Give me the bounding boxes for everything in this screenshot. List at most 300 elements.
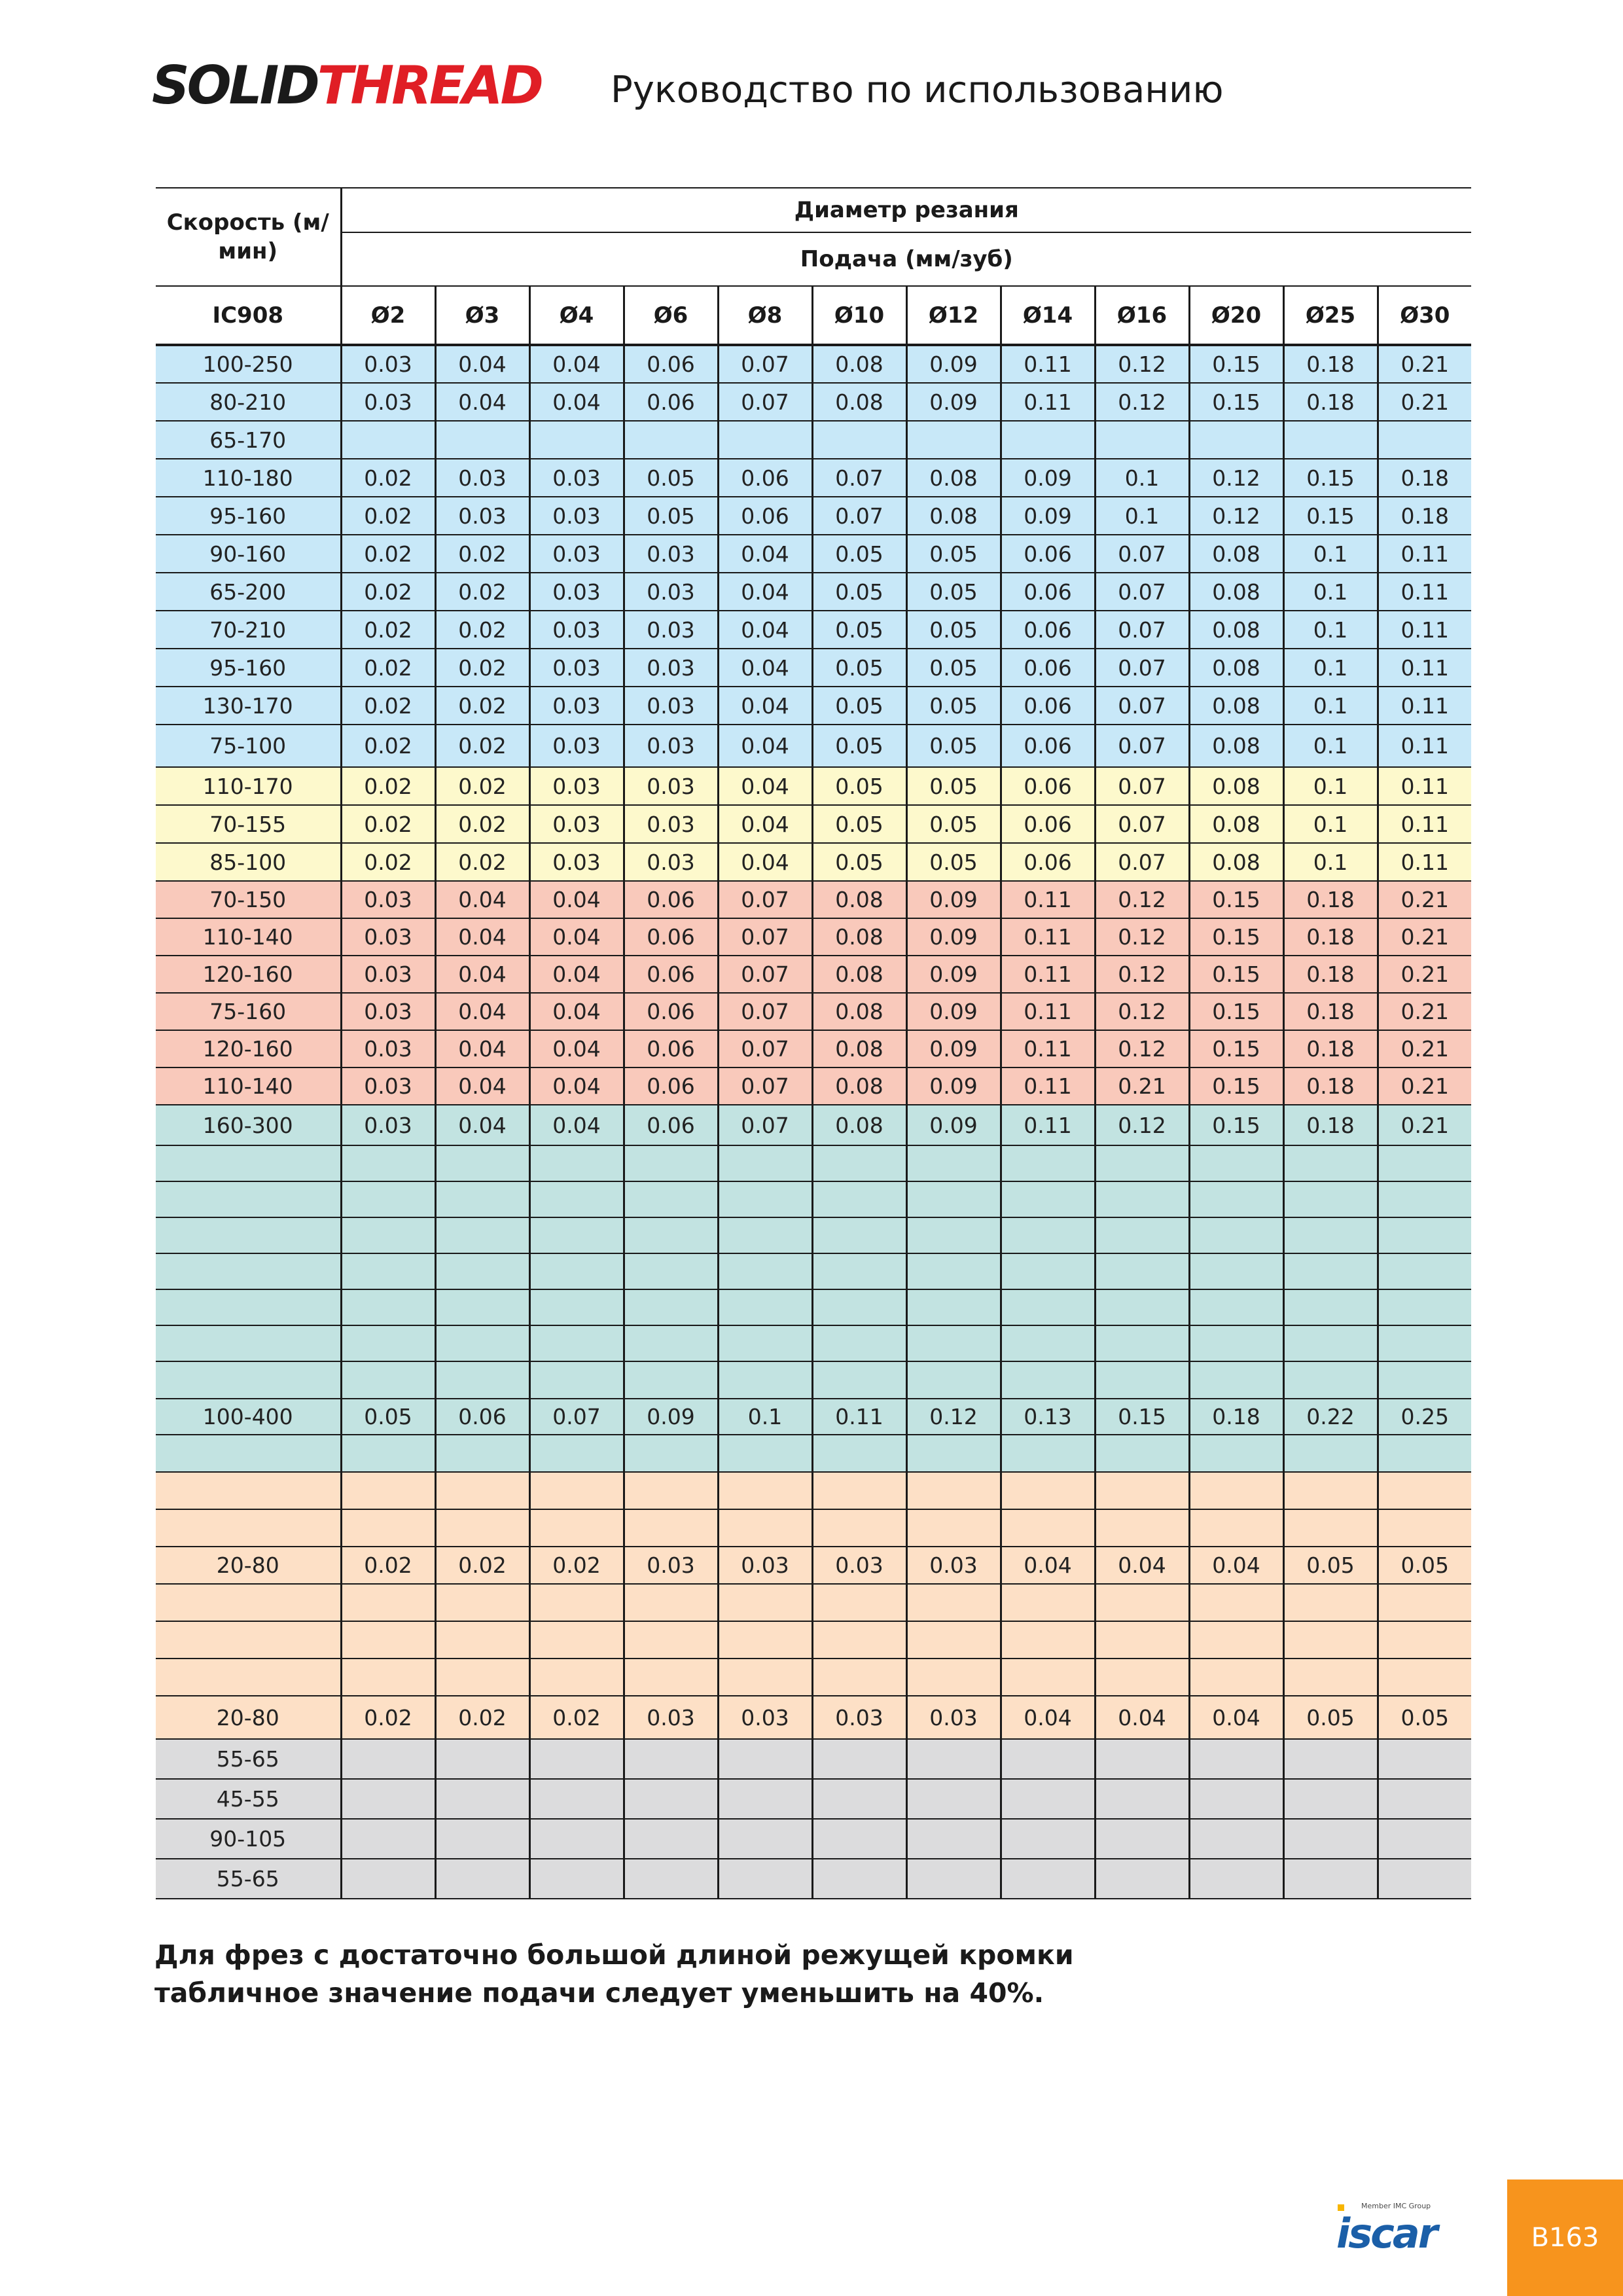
feed-cell (341, 1361, 435, 1399)
feed-cell (1001, 1739, 1095, 1779)
feed-cell: 0.05 (812, 687, 906, 725)
feed-cell: 0.03 (529, 767, 624, 805)
feed-cell: 0.11 (1001, 993, 1095, 1030)
feed-cell: 0.08 (1189, 843, 1283, 881)
speed-cell: 95-160 (156, 497, 341, 535)
speed-cell: 70-150 (156, 881, 341, 918)
feed-cell: 0.03 (341, 1067, 435, 1105)
feed-cell (1378, 1253, 1471, 1289)
feed-cell: 0.03 (906, 1696, 1001, 1739)
feed-cell: 0.04 (435, 881, 529, 918)
feed-cell (624, 1289, 718, 1325)
table-row (156, 573, 1471, 611)
feed-cell: 0.15 (1189, 383, 1283, 421)
feed-cell: 0.05 (341, 1399, 435, 1435)
feed-cell (906, 1217, 1001, 1253)
feed-cell (624, 1435, 718, 1472)
feed-cell (1001, 1145, 1095, 1181)
table-row (156, 1621, 1471, 1659)
feed-cell (812, 1325, 906, 1361)
feed-cell: 0.12 (1095, 383, 1189, 421)
feed-cell (1095, 1659, 1189, 1696)
feed-cell: 0.07 (1095, 767, 1189, 805)
speed-cell (156, 1289, 341, 1325)
feed-cell: 0.03 (341, 1105, 435, 1145)
feed-table (156, 187, 1471, 1899)
feed-cell (1001, 1779, 1095, 1819)
feed-cell (435, 1659, 529, 1696)
note-line-2: табличное значение подачи следует уменьшить на 40%. (154, 1977, 1044, 2009)
feed-cell: 0.21 (1378, 956, 1471, 993)
feed-cell (812, 1253, 906, 1289)
feed-cell (718, 1435, 812, 1472)
feed-cell (1095, 1217, 1189, 1253)
speed-cell: 120-160 (156, 956, 341, 993)
feed-cell (341, 1819, 435, 1859)
table-row (156, 383, 1471, 421)
feed-cell: 0.04 (529, 383, 624, 421)
feed-cell (812, 1819, 906, 1859)
speed-cell: 45-55 (156, 1779, 341, 1819)
feed-cell (718, 1819, 812, 1859)
table-row (156, 918, 1471, 956)
feed-cell (529, 1739, 624, 1779)
feed-cell: 0.18 (1283, 345, 1378, 383)
feed-cell: 0.08 (812, 1067, 906, 1105)
feed-cell (1001, 421, 1095, 459)
feed-cell (341, 1739, 435, 1779)
feed-cell (812, 1145, 906, 1181)
feed-cell (1283, 1253, 1378, 1289)
feed-cell (529, 1435, 624, 1472)
feed-cell (812, 1509, 906, 1547)
feed-cell: 0.08 (1189, 687, 1283, 725)
feed-cell (529, 1145, 624, 1181)
feed-cell: 0.21 (1378, 1030, 1471, 1067)
feed-cell (1095, 1584, 1189, 1621)
feed-cell: 0.04 (529, 881, 624, 918)
table-row (156, 1509, 1471, 1547)
feed-cell: 0.03 (341, 345, 435, 383)
speed-cell: 160-300 (156, 1105, 341, 1145)
feed-cell (435, 1584, 529, 1621)
feed-cell (906, 1621, 1001, 1659)
speed-cell: 75-100 (156, 725, 341, 767)
feed-cell (718, 1253, 812, 1289)
feed-cell: 0.03 (718, 1547, 812, 1584)
feed-cell: 0.06 (1001, 805, 1095, 843)
feed-cell (718, 1659, 812, 1696)
feed-cell: 0.08 (812, 345, 906, 383)
feed-cell (341, 1779, 435, 1819)
feed-cell (624, 1181, 718, 1217)
feed-cell: 0.11 (1001, 1030, 1095, 1067)
diameter-header: Диаметр резания (341, 188, 1471, 232)
feed-cell: 0.06 (624, 383, 718, 421)
feed-cell: 0.15 (1095, 1399, 1189, 1435)
feed-cell: 0.02 (435, 1696, 529, 1739)
speed-cell (156, 1181, 341, 1217)
diameter-col-header: Ø20 (1189, 286, 1283, 345)
feed-cell (1378, 1819, 1471, 1859)
speed-cell (156, 1472, 341, 1509)
feed-cell: 0.03 (341, 881, 435, 918)
feed-cell: 0.03 (435, 497, 529, 535)
feed-cell: 0.05 (812, 725, 906, 767)
feed-cell (1378, 1472, 1471, 1509)
feed-cell: 0.11 (1378, 767, 1471, 805)
feed-cell (529, 1859, 624, 1899)
feed-cell (341, 1325, 435, 1361)
table-row (156, 993, 1471, 1030)
table-row (156, 1659, 1471, 1696)
feed-cell: 0.05 (906, 805, 1001, 843)
feed-cell (1001, 1584, 1095, 1621)
feed-cell (1283, 1181, 1378, 1217)
feed-cell: 0.04 (718, 649, 812, 687)
feed-cell: 0.04 (1189, 1696, 1283, 1739)
feed-cell (1189, 421, 1283, 459)
feed-cell (341, 1584, 435, 1621)
feed-cell (1095, 1739, 1189, 1779)
feed-cell: 0.06 (1001, 573, 1095, 611)
feed-cell: 0.18 (1378, 459, 1471, 497)
table-row (156, 805, 1471, 843)
feed-cell: 0.04 (718, 805, 812, 843)
feed-cell: 0.04 (529, 918, 624, 956)
feed-cell: 0.02 (529, 1696, 624, 1739)
feed-cell: 0.03 (341, 383, 435, 421)
table-row (156, 725, 1471, 767)
feed-cell: 0.12 (1095, 1030, 1189, 1067)
feed-cell (1189, 1289, 1283, 1325)
speed-cell: 110-170 (156, 767, 341, 805)
feed-cell (1189, 1181, 1283, 1217)
feed-cell: 0.05 (906, 535, 1001, 573)
feed-cell: 0.02 (341, 805, 435, 843)
feed-cell: 0.07 (718, 918, 812, 956)
feed-cell: 0.12 (1189, 497, 1283, 535)
feed-cell (906, 1325, 1001, 1361)
table-row (156, 1361, 1471, 1399)
feed-cell: 0.1 (1283, 573, 1378, 611)
feed-cell (718, 1361, 812, 1399)
table-row (156, 421, 1471, 459)
feed-cell: 0.06 (718, 497, 812, 535)
feed-cell: 0.03 (624, 535, 718, 573)
feed-cell: 0.21 (1378, 1105, 1471, 1145)
feed-cell: 0.04 (529, 1030, 624, 1067)
feed-cell: 0.1 (1283, 767, 1378, 805)
feed-cell (1001, 1325, 1095, 1361)
feed-cell (624, 1739, 718, 1779)
feed-cell (624, 1253, 718, 1289)
feed-cell: 0.05 (906, 611, 1001, 649)
feed-cell (341, 1181, 435, 1217)
feed-cell: 0.13 (1001, 1399, 1095, 1435)
feed-cell: 0.15 (1283, 497, 1378, 535)
feed-cell: 0.04 (529, 345, 624, 383)
feed-cell: 0.03 (435, 459, 529, 497)
feed-cell: 0.03 (624, 687, 718, 725)
table-row (156, 1253, 1471, 1289)
feed-cell (435, 1621, 529, 1659)
speed-cell (156, 1621, 341, 1659)
feed-cell: 0.11 (1001, 918, 1095, 956)
feed-cell (341, 1621, 435, 1659)
feed-cell (812, 1584, 906, 1621)
feed-cell: 0.02 (341, 1696, 435, 1739)
feed-cell: 0.12 (1095, 918, 1189, 956)
speed-cell: 70-155 (156, 805, 341, 843)
table-row (156, 687, 1471, 725)
feed-cell (529, 1361, 624, 1399)
feed-cell: 0.03 (529, 497, 624, 535)
feed-cell (624, 1859, 718, 1899)
feed-cell (529, 1659, 624, 1696)
feed-cell: 0.06 (624, 1030, 718, 1067)
feed-cell: 0.04 (718, 687, 812, 725)
feed-cell (906, 1472, 1001, 1509)
feed-cell: 0.11 (1001, 1067, 1095, 1105)
feed-cell (1378, 1509, 1471, 1547)
feed-cell (624, 421, 718, 459)
feed-cell: 0.08 (906, 497, 1001, 535)
feed-cell: 0.15 (1189, 993, 1283, 1030)
feed-cell (341, 421, 435, 459)
feed-cell: 0.02 (341, 649, 435, 687)
feed-cell (624, 1145, 718, 1181)
speed-cell: 110-140 (156, 918, 341, 956)
feed-cell: 0.03 (624, 1696, 718, 1739)
feed-cell: 0.04 (435, 1105, 529, 1145)
speed-cell: 120-160 (156, 1030, 341, 1067)
feed-cell (529, 1217, 624, 1253)
feed-cell (624, 1779, 718, 1819)
feed-cell: 0.11 (1378, 649, 1471, 687)
table-row (156, 1289, 1471, 1325)
feed-cell: 0.06 (624, 956, 718, 993)
feed-cell: 0.11 (1378, 805, 1471, 843)
feed-cell: 0.04 (1001, 1547, 1095, 1584)
feed-cell (718, 1145, 812, 1181)
feed-cell (624, 1361, 718, 1399)
table-row (156, 1779, 1471, 1819)
diameter-col-header: Ø25 (1283, 286, 1378, 345)
feed-cell: 0.07 (812, 459, 906, 497)
feed-cell: 0.05 (906, 725, 1001, 767)
feed-cell (906, 1739, 1001, 1779)
speed-cell (156, 1659, 341, 1696)
feed-cell: 0.09 (906, 383, 1001, 421)
feed-cell: 0.21 (1378, 383, 1471, 421)
table-row (156, 497, 1471, 535)
speed-cell: 90-105 (156, 1819, 341, 1859)
feed-cell: 0.1 (1283, 843, 1378, 881)
feed-cell: 0.04 (718, 725, 812, 767)
feed-cell: 0.08 (1189, 725, 1283, 767)
feed-cell: 0.06 (1001, 535, 1095, 573)
feed-cell: 0.07 (1095, 649, 1189, 687)
feed-cell (529, 1584, 624, 1621)
feed-cell (1283, 1621, 1378, 1659)
iscar-wordmark: iscar (1336, 2210, 1436, 2257)
feed-cell: 0.05 (906, 649, 1001, 687)
diameter-col-header: Ø14 (1001, 286, 1095, 345)
feed-cell (341, 1145, 435, 1181)
feed-cell: 0.03 (529, 535, 624, 573)
feed-cell (529, 421, 624, 459)
feed-cell: 0.1 (1283, 687, 1378, 725)
feed-cell (624, 1584, 718, 1621)
feed-cell (1095, 1779, 1189, 1819)
feed-cell (718, 1779, 812, 1819)
feed-cell: 0.05 (1283, 1696, 1378, 1739)
table-row (156, 1584, 1471, 1621)
feed-cell: 0.15 (1189, 1067, 1283, 1105)
feed-cell: 0.08 (1189, 805, 1283, 843)
speed-cell: 110-180 (156, 459, 341, 497)
feed-cell (1001, 1819, 1095, 1859)
feed-cell: 0.15 (1189, 1105, 1283, 1145)
feed-cell (1001, 1253, 1095, 1289)
feed-cell (529, 1779, 624, 1819)
feed-cell: 0.1 (1283, 611, 1378, 649)
feed-cell: 0.02 (435, 687, 529, 725)
speed-cell (156, 1217, 341, 1253)
feed-cell: 0.09 (1001, 497, 1095, 535)
feed-cell: 0.06 (1001, 649, 1095, 687)
feed-cell (341, 1859, 435, 1899)
feed-cell: 0.04 (529, 956, 624, 993)
feed-cell: 0.06 (624, 993, 718, 1030)
speed-cell: 110-140 (156, 1067, 341, 1105)
feed-cell: 0.18 (1283, 1105, 1378, 1145)
feed-cell: 0.08 (812, 1105, 906, 1145)
feed-cell (435, 1509, 529, 1547)
feed-cell (1283, 1289, 1378, 1325)
feed-cell (1189, 1819, 1283, 1859)
feed-cell (341, 1289, 435, 1325)
feed-cell: 0.03 (341, 956, 435, 993)
feed-cell (1189, 1621, 1283, 1659)
diameter-col-header: Ø10 (812, 286, 906, 345)
speed-cell: 85-100 (156, 843, 341, 881)
feed-cell: 0.06 (1001, 843, 1095, 881)
feed-cell: 0.08 (812, 993, 906, 1030)
logo-solid: SOLID (152, 55, 317, 116)
feed-cell (624, 1509, 718, 1547)
speed-cell: 20-80 (156, 1547, 341, 1584)
feed-cell (1378, 1621, 1471, 1659)
feed-cell (906, 1289, 1001, 1325)
feed-cell (435, 1217, 529, 1253)
feed-cell: 0.02 (435, 611, 529, 649)
feed-cell: 0.07 (718, 1030, 812, 1067)
feed-cell (1189, 1779, 1283, 1819)
feed-cell: 0.11 (1001, 345, 1095, 383)
feed-cell (1001, 1472, 1095, 1509)
feed-cell: 0.11 (1378, 573, 1471, 611)
feed-cell: 0.03 (624, 725, 718, 767)
feed-cell: 0.03 (624, 611, 718, 649)
feed-cell (1095, 1289, 1189, 1325)
feed-cell: 0.09 (906, 1105, 1001, 1145)
feed-cell (1283, 1509, 1378, 1547)
feed-cell: 0.18 (1283, 881, 1378, 918)
table-row (156, 611, 1471, 649)
feed-cell: 0.02 (435, 573, 529, 611)
feed-cell (1001, 1217, 1095, 1253)
feed-cell: 0.03 (341, 993, 435, 1030)
feed-cell (718, 1289, 812, 1325)
feed-cell: 0.05 (812, 611, 906, 649)
feed-cell: 0.05 (624, 459, 718, 497)
feed-cell: 0.04 (435, 345, 529, 383)
table-row (156, 843, 1471, 881)
feed-cell (812, 1472, 906, 1509)
feed-cell: 0.1 (1283, 649, 1378, 687)
feed-cell (1095, 1435, 1189, 1472)
feed-cell (1283, 1217, 1378, 1253)
feed-cell: 0.04 (435, 993, 529, 1030)
feed-cell: 0.07 (718, 956, 812, 993)
note-line-1: Для фрез с достаточно большой длиной режущей кромки (154, 1939, 1074, 1971)
feed-cell: 0.05 (812, 805, 906, 843)
feed-cell (812, 1621, 906, 1659)
feed-cell: 0.04 (1095, 1696, 1189, 1739)
feed-cell: 0.05 (1378, 1696, 1471, 1739)
feed-cell (1189, 1435, 1283, 1472)
feed-cell (1378, 421, 1471, 459)
feed-cell: 0.11 (1378, 611, 1471, 649)
feed-cell: 0.11 (1001, 383, 1095, 421)
feed-note (154, 1936, 1074, 2012)
speed-cell (156, 1509, 341, 1547)
feed-cell: 0.03 (529, 687, 624, 725)
feed-cell: 0.06 (624, 1105, 718, 1145)
feed-cell (1283, 1819, 1378, 1859)
feed-cell: 0.05 (812, 649, 906, 687)
feed-cell (529, 1472, 624, 1509)
speed-cell: 65-200 (156, 573, 341, 611)
feed-cell: 0.06 (624, 345, 718, 383)
feed-cell: 0.15 (1189, 1030, 1283, 1067)
feed-cell: 0.02 (435, 767, 529, 805)
feed-cell: 0.1 (1283, 725, 1378, 767)
feed-cell: 0.04 (435, 918, 529, 956)
feed-cell (812, 1779, 906, 1819)
feed-cell: 0.08 (812, 1030, 906, 1067)
feed-cell: 0.15 (1189, 918, 1283, 956)
feed-cell: 0.08 (812, 956, 906, 993)
feed-cell (624, 1819, 718, 1859)
feed-cell (1378, 1584, 1471, 1621)
table-row (156, 767, 1471, 805)
feed-cell: 0.05 (812, 535, 906, 573)
feed-cell (1189, 1472, 1283, 1509)
feed-cell (435, 1472, 529, 1509)
feed-cell: 0.09 (906, 881, 1001, 918)
diameter-row (156, 286, 1471, 345)
feed-cell: 0.12 (1095, 956, 1189, 993)
feed-cell: 0.03 (624, 1547, 718, 1584)
feed-cell: 0.12 (1095, 881, 1189, 918)
feed-cell: 0.02 (435, 843, 529, 881)
feed-cell: 0.08 (1189, 649, 1283, 687)
feed-cell (435, 1253, 529, 1289)
feed-cell (1378, 1217, 1471, 1253)
